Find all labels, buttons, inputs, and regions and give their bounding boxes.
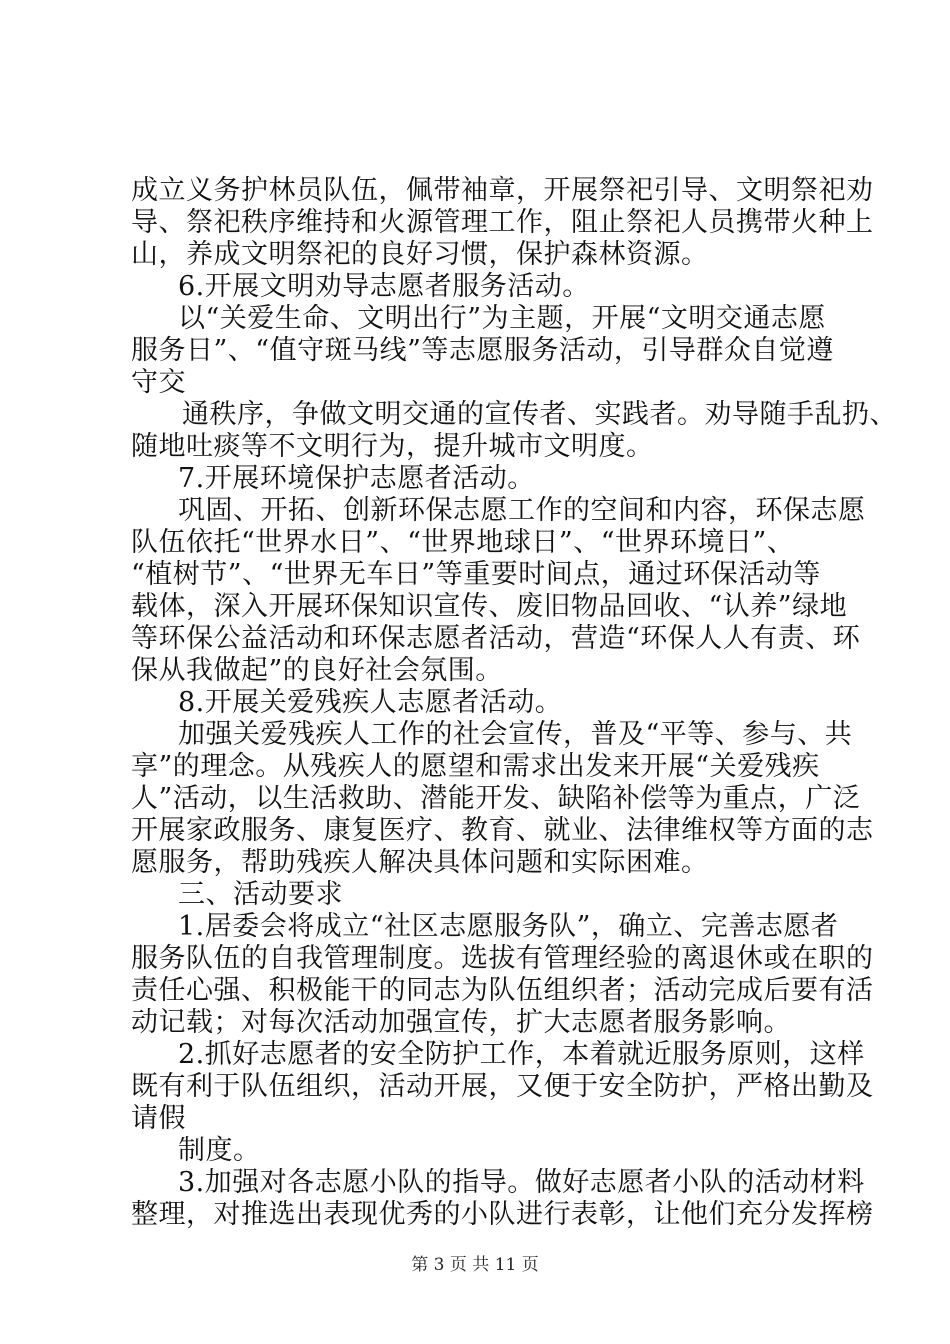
text-line: 保从我做起”的良好社会氛围。 <box>131 655 503 686</box>
text-line: 通秩序，争做文明交通的宣传者、实践者。劝导随手乱扔、 <box>182 399 897 430</box>
text-line: 成立义务护林员队伍，佩带袖章，开展祭祀引导、文明祭祀劝 <box>131 175 874 206</box>
text-line: 加强关爱残疾人工作的社会宣传，普及“平等、参与、共 <box>178 719 853 750</box>
text-line: 享”的理念。从残疾人的愿望和需求出发来开展“关爱残疾 <box>131 751 820 782</box>
text-line: 愿服务，帮助残疾人解决具体问题和实际困难。 <box>131 847 709 878</box>
section-heading: 三、活动要求 <box>178 879 343 910</box>
text-line: 服务日”、“值守斑马线”等志愿服务活动，引导群众自觉遵 <box>131 335 834 366</box>
text-line: 整理，对推选出表现优秀的小队进行表彰，让他们充分发挥榜 <box>131 1199 874 1230</box>
text-line: 队伍依托“世界水日”、“世界地球日”、“世界环境日”、 <box>131 527 795 558</box>
text-line: 3.加强对各志愿小队的指导。做好志愿者小队的活动材料 <box>178 1167 865 1198</box>
text-line: 以“关爱生命、文明出行”为主题，开展“文明交通志愿 <box>178 303 826 334</box>
section-heading: 8.开展关爱残疾人志愿者活动。 <box>178 687 563 718</box>
text-line: 山，养成文明祭祀的良好习惯，保护森林资源。 <box>131 239 709 270</box>
text-line: 制度。 <box>178 1135 261 1166</box>
text-line: 随地吐痰等不文明行为，提升城市文明度。 <box>131 431 654 462</box>
page-footer: 第 3 页 共 11 页 <box>411 1255 539 1275</box>
text-line: 载体，深入开展环保知识宣传、废旧物品回收、“认养”绿地 <box>131 591 848 622</box>
text-line: 责任心强、积极能干的同志为队伍组织者；活动完成后要有活 <box>131 975 874 1006</box>
text-line: 开展家政服务、康复医疗、教育、就业、法律维权等方面的志 <box>131 815 874 846</box>
text-line: “植树节”、“世界无车日”等重要时间点，通过环保活动等 <box>131 559 821 590</box>
section-heading: 6.开展文明劝导志愿者服务活动。 <box>178 271 590 302</box>
section-heading: 7.开展环境保护志愿者活动。 <box>178 463 535 494</box>
text-line: 服务队伍的自我管理制度。选拔有管理经验的离退休或在职的 <box>131 943 874 974</box>
text-line: 守交 <box>131 367 186 398</box>
text-line: 2.抓好志愿者的安全防护工作，本着就近服务原则，这样 <box>178 1039 865 1070</box>
text-line: 请假 <box>131 1103 186 1134</box>
text-line: 人”活动，以生活救助、潜能开发、缺陷补偿等为重点，广泛 <box>131 783 861 814</box>
text-line: 导、祭祀秩序维持和火源管理工作，阻止祭祀人员携带火种上 <box>131 207 874 238</box>
text-line: 动记载；对每次活动加强宣传，扩大志愿者服务影响。 <box>131 1007 791 1038</box>
text-line: 等环保公益活动和环保志愿者活动，营造“环保人人有责、环 <box>131 623 861 654</box>
text-line: 既有利于队伍组织，活动开展，又便于安全防护，严格出勤及 <box>131 1071 874 1102</box>
text-line: 1.居委会将成立“社区志愿服务队”，确立、完善志愿者 <box>178 911 839 942</box>
text-line: 巩固、开拓、创新环保志愿工作的空间和内容，环保志愿 <box>178 495 866 526</box>
